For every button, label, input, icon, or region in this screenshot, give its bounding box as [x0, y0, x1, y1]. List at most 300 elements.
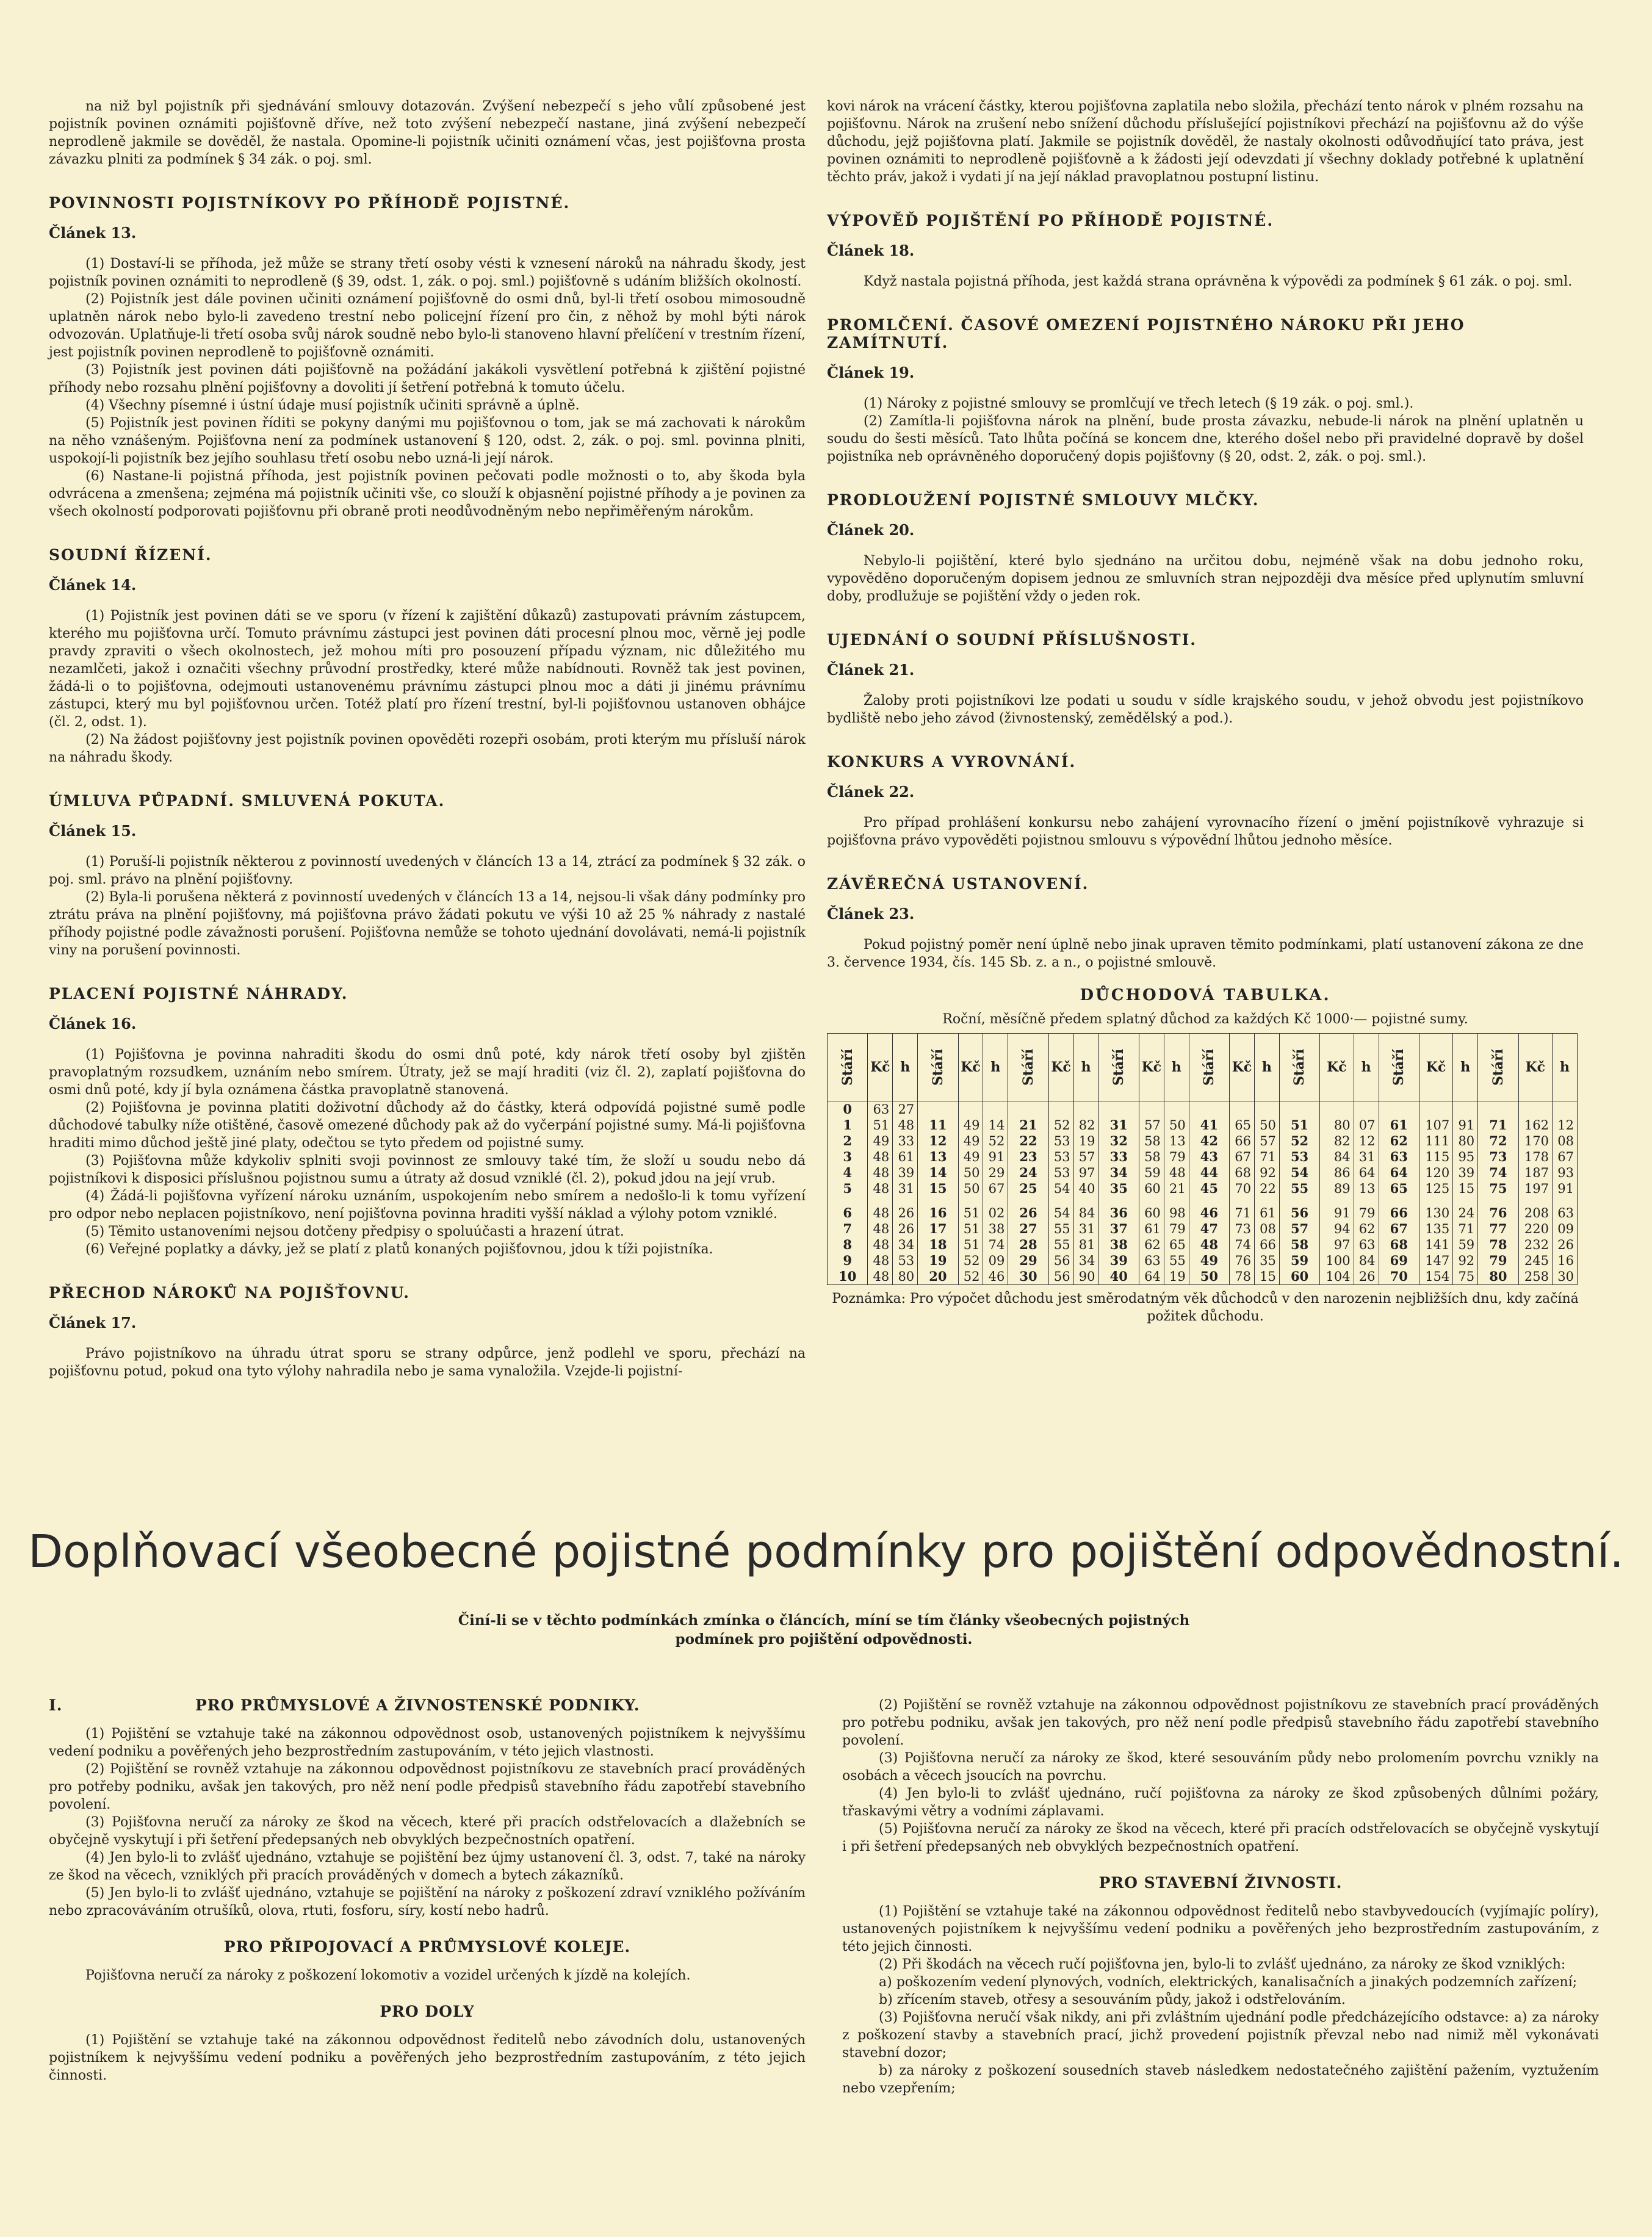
section-heading: POVINNOSTI POJISTNÍKOVY PO PŘÍHODĚ POJISTNÉ.: [49, 194, 571, 212]
table-cell: 23: [1008, 1149, 1048, 1165]
table-cell: 12: [1552, 1117, 1577, 1133]
table-cell: [1518, 1197, 1552, 1205]
table-header-cell: Stáří: [1379, 1034, 1419, 1101]
table-header-cell: Kč: [958, 1034, 983, 1101]
table-cell: 24: [1453, 1205, 1478, 1221]
table-cell: 27: [893, 1101, 918, 1118]
article-number: Článek 18.: [827, 242, 915, 259]
table-cell: 46: [983, 1269, 1008, 1285]
table-cell: 56: [1048, 1253, 1073, 1269]
table-cell: 72: [1478, 1133, 1518, 1149]
table-cell: 31: [1098, 1117, 1139, 1133]
table-cell: 9: [828, 1253, 868, 1269]
table-cell: 48: [868, 1221, 893, 1237]
table-cell: 74: [983, 1237, 1008, 1253]
table-cell: 30: [1552, 1269, 1577, 1285]
table-cell: 65: [1230, 1117, 1255, 1133]
table-cell: 71: [1230, 1205, 1255, 1221]
table-subtitle: Roční, měsíčně předem splatný důchod za každých Kč 1000·— pojistné sumy.: [942, 1012, 1468, 1027]
article-number: Článek 17.: [49, 1314, 137, 1331]
table-cell: 52: [983, 1133, 1008, 1149]
table-cell: 8: [828, 1237, 868, 1253]
table-cell: 14: [918, 1165, 958, 1181]
table-cell: 36: [1098, 1205, 1139, 1221]
table-cell: 67: [1230, 1149, 1255, 1165]
table-cell: [918, 1101, 958, 1118]
table-cell: 68: [1379, 1237, 1419, 1253]
paragraph: na niž byl pojistník při sjednávání smlouvy dotazován. Zvýšení nebezpečí s jeho vůlí způsobené jest pojistník povinen oznámiti pojišťovně dříve, než toto zvýšení nebezpečí nastane, jiná zvýšení nebezpečí neprodleně jakmile se dověděl, že nastala. Opomine-li pojistník učiniti oznámení včas, jest pojišťovna prosta závazku plniti za podmínek § 34 zák. o poj. sml.: [49, 99, 806, 167]
table-cell: 22: [1254, 1181, 1279, 1197]
table-cell: [1048, 1101, 1073, 1118]
table-cell: 58: [1139, 1149, 1164, 1165]
table-row: [828, 1269, 1578, 1285]
table-cell: 57: [1139, 1117, 1164, 1133]
table-cell: 55: [1048, 1221, 1073, 1237]
table-cell: 7: [828, 1221, 868, 1237]
table-cell: 97: [1073, 1165, 1098, 1181]
table-cell: [1189, 1101, 1229, 1118]
table-cell: 61: [1139, 1221, 1164, 1237]
table-cell: 69: [1379, 1253, 1419, 1269]
table-cell: 44: [1189, 1165, 1229, 1181]
table-cell: 258: [1518, 1269, 1552, 1285]
table-row: [828, 1133, 1578, 1149]
table-cell: 39: [1453, 1165, 1478, 1181]
table-cell: 84: [1320, 1149, 1354, 1165]
table-cell: [1073, 1101, 1098, 1118]
table-cell: 65: [1164, 1237, 1189, 1253]
table-cell: [1552, 1197, 1577, 1205]
table-cell: 42: [1189, 1133, 1229, 1149]
paragraph: (2) Pojišťovna je povinna platiti doživotní důchody až do částky, která odpovídá pojistné sumě podle důchodové tabulky níže otištěné, časově omezené důchody pak až do vyčerpání pojistné sumy. Má-li pojišťovna hraditi mimo důchod ještě jiné platy, odečtou se tyto předem od pojistné sumy.: [49, 1100, 806, 1151]
table-header-cell: Kč: [1320, 1034, 1354, 1101]
table-cell: 49: [958, 1117, 983, 1133]
table-cell: 1: [828, 1117, 868, 1133]
table-row: [828, 1117, 1578, 1133]
table-cell: [1354, 1101, 1379, 1118]
table-cell: 12: [918, 1133, 958, 1149]
table-cell: 70: [1230, 1181, 1255, 1197]
table-row: [828, 1181, 1578, 1197]
right-column: [827, 98, 1584, 1325]
paragraph: (1) Pojištění se vztahuje také na zákonnou odpovědnost osob, ustanovených pojistníkem k nejvyššímu vedení podniku a pověřených jeho bezprostředním zastupováním, v této jejich vlastnosti.: [49, 1726, 806, 1759]
table-cell: [1008, 1101, 1048, 1118]
table-cell: 48: [868, 1165, 893, 1181]
paragraph: (5) Těmito ustanoveními nejsou dotčeny předpisy o spoluúčasti a hrazení útrat.: [85, 1224, 624, 1239]
table-cell: 29: [983, 1165, 1008, 1181]
table-cell: 63: [1139, 1253, 1164, 1269]
section-heading: PRODLOUŽENÍ POJISTNÉ SMLOUVY MLČKY.: [827, 491, 1260, 509]
section-heading: PRO STAVEBNÍ ŽIVNOSTI.: [1098, 1874, 1343, 1892]
table-cell: 89: [1320, 1181, 1354, 1197]
table-title: DŮCHODOVÁ TABULKA.: [1080, 986, 1331, 1004]
table-cell: 78: [1230, 1269, 1255, 1285]
table-cell: 17: [918, 1221, 958, 1237]
table-cell: 40: [1098, 1269, 1139, 1285]
table-cell: 76: [1478, 1205, 1518, 1221]
table-cell: [1254, 1101, 1279, 1118]
table-cell: 53: [1048, 1165, 1073, 1181]
paragraph: (3) Pojistník jest povinen dáti pojišťovně na požádání jakákoli vysvětlení potřebná k zjištění pojistné příhody nebo rozsahu plnění pojišťovny a dovoliti jí šetření potřebná k tomuto účelu.: [49, 362, 806, 395]
table-cell: 16: [1552, 1253, 1577, 1269]
table-cell: 71: [1254, 1149, 1279, 1165]
table-cell: 11: [918, 1117, 958, 1133]
table-header-cell: Stáří: [1098, 1034, 1139, 1101]
table-cell: 30: [1008, 1269, 1048, 1285]
paragraph: (4) Všechny písemné i ústní údaje musí pojistník učiniti správně a úplně.: [85, 398, 580, 413]
paragraph: Nebylo-li pojištění, které bylo sjednáno na určitou dobu, nejméně však na dobu jednoho roku, vypověděno doporučeným dopisem jednou ze smluvních stran nejpozději dva měsíce před uplynutím smluvní doby, prodlužuje se pojištění vždy o jeden rok.: [827, 553, 1584, 604]
table-cell: 154: [1419, 1269, 1452, 1285]
section-number: I.: [49, 1696, 63, 1714]
table-cell: 74: [1230, 1237, 1255, 1253]
table-cell: 18: [918, 1237, 958, 1253]
table-cell: 10: [828, 1269, 868, 1285]
table-cell: 187: [1518, 1165, 1552, 1181]
table-cell: 48: [1164, 1165, 1189, 1181]
table-row: [828, 1197, 1578, 1205]
table-cell: 130: [1419, 1205, 1452, 1221]
table-cell: 74: [1478, 1165, 1518, 1181]
table-cell: 98: [1164, 1205, 1189, 1221]
table-cell: 208: [1518, 1205, 1552, 1221]
bottom-left-column: [49, 1678, 806, 2084]
table-header-cell: Kč: [1230, 1034, 1255, 1101]
section-heading: PRO PŘIPOJOVACÍ A PRŮMYSLOVÉ KOLEJE.: [223, 1938, 631, 1956]
table-cell: 48: [868, 1149, 893, 1165]
paragraph: (1) Pojistník jest povinen dáti se ve sporu (v řízení k zajištění důkazů) zastupovati právním zástupcem, kterého mu pojišťovna určí. Tomuto právnímu zástupci jest povinen dáti procesní plnou moc, věrně jej podle pravdy zpraviti o všech okolnostech, jež mohou míti pro posouzení případu význam, nic důležitého mu nezamlčeti, jakož i označiti všechny průvodní prostředky, které může nabídnouti. Rovněž tak jest povinen, žádá-li o to pojišťovna, odejmouti ustanovenému právnímu zástupci plnou moc a dáti ji jinému právnímu zástupci, který mu byl pojišťovnou určen. Totéž platí pro řízení trestní, byl-li pojišťovnou ustanoven obhájce (čl. 2, odst. 1).: [49, 608, 806, 730]
table-cell: 59: [1453, 1237, 1478, 1253]
table-cell: 71: [1478, 1117, 1518, 1133]
table-cell: 162: [1518, 1117, 1552, 1133]
table-cell: 67: [1552, 1149, 1577, 1165]
section-heading: VÝPOVĚĎ POJIŠTĚNÍ PO PŘÍHODĚ POJISTNÉ.: [827, 212, 1274, 229]
table-cell: 26: [893, 1221, 918, 1237]
table-cell: [1552, 1101, 1577, 1118]
table-cell: 111: [1419, 1133, 1452, 1149]
table-cell: 31: [1354, 1149, 1379, 1165]
table-cell: 60: [1139, 1181, 1164, 1197]
table-cell: 92: [1453, 1253, 1478, 1269]
table-cell: 64: [1379, 1165, 1419, 1181]
table-cell: 62: [1354, 1221, 1379, 1237]
table-note: Poznámka: Pro výpočet důchodu jest směrodatným věk důchodců v den narozenin nejbližších dnu, kdy začíná požitek důchodu.: [832, 1291, 1579, 1324]
table-cell: [1419, 1101, 1452, 1118]
table-cell: 31: [1073, 1221, 1098, 1237]
table-cell: 57: [1073, 1149, 1098, 1165]
paragraph: (1) Nároky z pojistné smlouvy se promlčují ve třech letech (§ 19 zák. o poj. sml.).: [864, 396, 1414, 411]
table-cell: 07: [1354, 1117, 1379, 1133]
table-header-cell: Stáří: [1279, 1034, 1319, 1101]
paragraph: (4) Jen bylo-li to zvlášť ujednáno, vztahuje se pojištění bez újmy ustanovení čl. 3, odst. 7, také na nároky ze škod na věcech, vzniklých při pracích prováděných v domech a bytech zákazníků.: [49, 1850, 806, 1883]
table-cell: 51: [868, 1117, 893, 1133]
table-cell: 51: [958, 1237, 983, 1253]
table-cell: 147: [1419, 1253, 1452, 1269]
table-header-cell: Kč: [1139, 1034, 1164, 1101]
table-cell: 245: [1518, 1253, 1552, 1269]
table-cell: 15: [918, 1181, 958, 1197]
paragraph: (1) Poruší-li pojistník některou z povinností uvedených v článcích 13 a 14, ztrácí za podmínek § 32 zák. o poj. sml. právo na plnění pojišťovny.: [49, 854, 806, 887]
paragraph: (2) Pojištění se rovněž vztahuje na zákonnou odpovědnost pojistníkovu ze stavebních prací prováděných pro potřeby podniku, avšak jen takových, pro něž není podle předpisů stavebního řádu zapotřebí stavebního povolení.: [49, 1762, 806, 1812]
table-cell: 79: [1478, 1253, 1518, 1269]
paragraph: (2) Byla-li porušena některá z povinností uvedených v článcích 13 a 14, nejsou-li však dány podmínky pro ztrátu práva na plnění pojišťovny, má pojišťovna právo žádati pokutu ve výši 10 až 25 % náhrady z nastalé příhody pojistné podle závažnosti porušení. Pojišťovna nemůže se tohoto ujednání dovolávati, nemá-li pojistník viny na porušení povinnosti.: [49, 890, 806, 958]
table-cell: 65: [1379, 1181, 1419, 1197]
table-cell: 178: [1518, 1149, 1552, 1165]
table-cell: 4: [828, 1165, 868, 1181]
table-cell: 41: [1189, 1117, 1229, 1133]
table-cell: 68: [1230, 1165, 1255, 1181]
table-header-cell: h: [1354, 1034, 1379, 1101]
article-number: Článek 19.: [827, 364, 915, 381]
table-cell: 49: [958, 1149, 983, 1165]
table-cell: 48: [868, 1269, 893, 1285]
paragraph: (3) Pojišťovna může kdykoliv splniti svoji povinnost ze smlouvy také tím, že složí u soudu nebo dá pojistníkovi k disposici příslušnou pojistnou sumu a útraty až dosud vzniklé (čl. 2), pokud jdou na její vrub.: [49, 1153, 806, 1186]
table-cell: 15: [1453, 1181, 1478, 1197]
section-heading: UJEDNÁNÍ O SOUDNÍ PŘÍSLUŠNOSTI.: [827, 631, 1197, 649]
table-cell: 35: [1254, 1253, 1279, 1269]
table-cell: 48: [868, 1237, 893, 1253]
paragraph: (2) Pojistník jest dále povinen učiniti oznámení pojišťovně do osmi dnů, byl-li třetí osobou mimosoudně uplatněn nárok nebo bylo-li zavedeno trestní nebo policejní řízení pro čin, z něhož by mohl býti nárok odvozován. Uplatňuje-li třetí osoba svůj nárok soudně nebo bylo-li stanoveno hlavní přelíčení v trestním řízení, jest pojistník povinen neprodleně to pojišťovně oznámiti.: [49, 292, 806, 360]
article-number: Článek 14.: [49, 576, 137, 594]
table-cell: 77: [1478, 1221, 1518, 1237]
table-cell: 16: [918, 1205, 958, 1221]
table-cell: 48: [868, 1253, 893, 1269]
table-cell: 95: [1453, 1149, 1478, 1165]
table-cell: 48: [893, 1117, 918, 1133]
table-cell: 97: [1320, 1237, 1354, 1253]
table-cell: 60: [1139, 1205, 1164, 1221]
table-cell: 84: [1354, 1253, 1379, 1269]
paragraph: (5) Jen bylo-li to zvlášť ujednáno, vztahuje se pojištění na nároky z poškození zdraví vzniklého požíváním nebo zpracováváním otrušíků, olova, rtuti, fosforu, síry, kostí nebo hadrů.: [49, 1886, 806, 1918]
table-cell: [958, 1101, 983, 1118]
table-cell: 61: [1379, 1117, 1419, 1133]
table-cell: [1379, 1101, 1419, 1118]
table-row: [828, 1101, 1578, 1118]
table-cell: 19: [918, 1253, 958, 1269]
table-cell: 91: [983, 1149, 1008, 1165]
table-row: [828, 1253, 1578, 1269]
table-cell: 64: [1354, 1165, 1379, 1181]
table-cell: [983, 1101, 1008, 1118]
table-cell: 82: [1320, 1133, 1354, 1149]
table-cell: 66: [1254, 1237, 1279, 1253]
table-cell: 51: [958, 1205, 983, 1221]
table-cell: 40: [1073, 1181, 1098, 1197]
table-cell: 78: [1478, 1237, 1518, 1253]
table-cell: 31: [893, 1181, 918, 1197]
table-cell: 67: [983, 1181, 1008, 1197]
table-cell: 54: [1048, 1181, 1073, 1197]
annuity-table: [827, 1033, 1578, 1285]
table-cell: 50: [1164, 1117, 1189, 1133]
table-header-cell: Stáří: [918, 1034, 958, 1101]
table-cell: 39: [1098, 1253, 1139, 1269]
table-header-cell: h: [1164, 1034, 1189, 1101]
table-cell: 32: [1098, 1133, 1139, 1149]
table-cell: 09: [1552, 1221, 1577, 1237]
paragraph: (1) Pojištění se vztahuje také na zákonnou odpovědnost ředitelů nebo stavbyvedoucích (vyjímajíc políry), ustanovených pojistníkem k nejvyššímu vedení podniku a pověřených jeho bezprostředním zastupováním, z této jejich činnosti.: [842, 1904, 1599, 1954]
table-cell: 29: [1008, 1253, 1048, 1269]
table-header-cell: Stáří: [1008, 1034, 1048, 1101]
table-cell: 35: [1098, 1181, 1139, 1197]
table-cell: 55: [1048, 1237, 1073, 1253]
table-header-cell: h: [1073, 1034, 1098, 1101]
table-header-cell: h: [893, 1034, 918, 1101]
table-cell: 34: [1073, 1253, 1098, 1269]
table-cell: [1098, 1101, 1139, 1118]
table-cell: 43: [1189, 1149, 1229, 1165]
table-cell: 76: [1230, 1253, 1255, 1269]
paragraph: (6) Veřejné poplatky a dávky, jež se platí z platů konaných pojišťovnou, jdou k tíži pojistníka.: [85, 1242, 713, 1257]
table-cell: 59: [1279, 1253, 1319, 1269]
table-cell: 62: [1139, 1237, 1164, 1253]
table-cell: 33: [1098, 1149, 1139, 1165]
table-cell: 15: [1254, 1269, 1279, 1285]
table-cell: 13: [918, 1149, 958, 1165]
table-cell: 09: [983, 1253, 1008, 1269]
table-cell: 33: [893, 1133, 918, 1149]
table-cell: 56: [1048, 1269, 1073, 1285]
table-cell: 232: [1518, 1237, 1552, 1253]
table-cell: 104: [1320, 1269, 1354, 1285]
table-cell: 53: [1279, 1149, 1319, 1165]
table-cell: [1453, 1101, 1478, 1118]
paragraph: kovi nárok na vrácení částky, kterou pojišťovna zaplatila nebo složila, přechází tento nárok v plném rozsahu na pojišťovnu. Nárok na zrušení nebo snížení důchodu příslušející pojistníkovi přechází na pojišťovnu až do výše důchodu, jejž pojišťovna platí. Jakmile se pojistník dověděl, že nastaly okolnosti odůvodňující tato práva, jest povinen oznámiti to neprodleně pojišťovně a k žádosti její odevzdati jí všechny doklady potřebné k uplatnění těchto práv, jakož i vydati jí na její náklad pravoplatnou postupní listinu.: [827, 99, 1584, 185]
table-cell: 63: [868, 1101, 893, 1118]
table-cell: 170: [1518, 1133, 1552, 1149]
annuity-table-section: [827, 986, 1584, 1325]
table-cell: 80: [1453, 1133, 1478, 1149]
table-cell: 21: [1008, 1117, 1048, 1133]
table-cell: 61: [893, 1149, 918, 1165]
table-cell: 08: [1552, 1133, 1577, 1149]
table-cell: 57: [1279, 1221, 1319, 1237]
table-cell: 100: [1320, 1253, 1354, 1269]
table-cell: 79: [1164, 1221, 1189, 1237]
table-cell: 70: [1379, 1269, 1419, 1285]
table-cell: 26: [1552, 1237, 1577, 1253]
table-row: [828, 1221, 1578, 1237]
paragraph: (4) Žádá-li pojišťovna vyřízení nároku uznáním, uspokojením nebo smírem a nedošlo-li k tomu vyřízení pro odpor nebo neplacen pojistníkovo, není pojišťovna povinna hraditi vyšší náklad a výlohy potom vzniklé.: [49, 1189, 806, 1222]
table-cell: [1230, 1101, 1255, 1118]
article-number: Článek 23.: [827, 905, 915, 923]
table-header-cell: Stáří: [828, 1034, 868, 1101]
table-header-cell: h: [1254, 1034, 1279, 1101]
table-cell: 49: [958, 1133, 983, 1149]
table-cell: 73: [1230, 1221, 1255, 1237]
table-cell: 52: [1279, 1133, 1319, 1149]
table-cell: 52: [958, 1269, 983, 1285]
table-header-cell: Kč: [1419, 1034, 1452, 1101]
table-cell: 56: [1279, 1205, 1319, 1221]
table-cell: 0: [828, 1101, 868, 1118]
table-cell: 22: [1008, 1133, 1048, 1149]
table-cell: 46: [1189, 1205, 1229, 1221]
table-header-cell: h: [983, 1034, 1008, 1101]
table-cell: 55: [1164, 1253, 1189, 1269]
table-cell: [1320, 1101, 1354, 1118]
paragraph: Pro případ prohlášení konkursu nebo zahájení vyrovnacího řízení o jmění pojistníkově vyhrazuje si pojišťovna právo vypověděti pojistnou smlouvu s výpovědní lhůtou jednoho měsíce.: [827, 815, 1584, 848]
section-heading: KONKURS A VYROVNÁNÍ.: [827, 753, 1077, 771]
table-cell: 50: [958, 1165, 983, 1181]
table-cell: 24: [1008, 1165, 1048, 1181]
table-cell: 14: [983, 1117, 1008, 1133]
table-cell: 52: [1048, 1117, 1073, 1133]
table-cell: 80: [1320, 1117, 1354, 1133]
table-cell: 107: [1419, 1117, 1452, 1133]
article-number: Článek 21.: [827, 661, 915, 679]
section-heading: PLACENÍ POJISTNÉ NÁHRADY.: [49, 985, 348, 1003]
table-header-cell: h: [1453, 1034, 1478, 1101]
table-cell: 86: [1320, 1165, 1354, 1181]
article-number: Článek 15.: [49, 822, 137, 840]
table-cell: 71: [1453, 1221, 1478, 1237]
table-cell: 53: [1048, 1149, 1073, 1165]
table-cell: 91: [1453, 1117, 1478, 1133]
table-cell: 34: [893, 1237, 918, 1253]
left-column: [49, 98, 806, 1380]
paragraph: (5) Pojistník jest povinen říditi se pokyny danými mu pojišťovnou o tom, jak se má zachovati k nárokům na něho vznášeným. Pojišťovna není za podmínek ustanovení § 120, odst. 2, zák. o poj. sml. povinna plniti, uspokojí-li pojistník bez jejího souhlasu třetí osobu nebo uzná-li její nárok.: [49, 416, 806, 466]
table-cell: 197: [1518, 1181, 1552, 1197]
paragraph: Když nastala pojistná příhoda, jest každá strana oprávněna k výpovědi za podmínek § 61 zák. o poj. sml.: [864, 274, 1573, 289]
table-cell: 08: [1254, 1221, 1279, 1237]
table-cell: 66: [1379, 1205, 1419, 1221]
table-cell: 75: [1478, 1181, 1518, 1197]
table-cell: 54: [1279, 1165, 1319, 1181]
paragraph: Žaloby proti pojistníkovi lze podati u soudu v sídle krajského soudu, v jehož obvodu jest pojistníkovo bydliště nebo jeho závod (živnostenský, zemědělský a pod.).: [827, 693, 1584, 726]
table-cell: 12: [1354, 1133, 1379, 1149]
paragraph: Pokud pojistný poměr není úplně nebo jinak upraven těmito podmínkami, platí ustanovení zákona ze dne 3. července 1934, čís. 145 Sb. z. a n., o pojistné smlouvě.: [827, 937, 1584, 970]
table-row: [828, 1165, 1578, 1181]
table-cell: 135: [1419, 1221, 1452, 1237]
article-number: Článek 20.: [827, 521, 915, 539]
table-header-cell: Stáří: [1189, 1034, 1229, 1101]
table-cell: 73: [1478, 1149, 1518, 1165]
section-heading: PRO DOLY: [380, 2003, 475, 2020]
paragraph: (2) Na žádost pojišťovny jest pojistník povinen opověděti rozepři osobám, proti kterým mu přísluší nárok na náhradu škody.: [49, 732, 806, 765]
table-cell: 80: [1478, 1269, 1518, 1285]
section-heading: ZÁVĚREČNÁ USTANOVENÍ.: [827, 875, 1089, 893]
paragraph: (2) Zamítla-li pojišťovna nárok na plnění, bude prosta závazku, nebude-li nárok na plnění uplatněn u soudu do šesti měsíců. Tato lhůta počíná se koncem dne, kterého došel nebo při pravidelné dopravě by došel pojistníka neb oprávněného doporučený dopis pojišťovny (§ 20, odst. 2, zák. o poj. sml.).: [827, 414, 1584, 464]
table-cell: 61: [1254, 1205, 1279, 1221]
table-header-cell: h: [1552, 1034, 1577, 1101]
paragraph: b) zřícením staveb, otřesy a sesouváním půdy, jakož i odstřelováním.: [879, 1992, 1346, 2008]
table-cell: 02: [983, 1205, 1008, 1221]
table-cell: 62: [1379, 1133, 1419, 1149]
table-cell: 75: [1453, 1269, 1478, 1285]
table-cell: 26: [1354, 1269, 1379, 1285]
table-header-cell: Kč: [1518, 1034, 1552, 1101]
table-cell: 48: [868, 1205, 893, 1221]
paragraph: a) poškozením vedení plynových, vodních, elektrických, kanalisačních a jinakých podzemních zařízení;: [879, 1975, 1578, 1990]
table-cell: 91: [1320, 1205, 1354, 1221]
table-cell: 38: [983, 1221, 1008, 1237]
table-cell: 64: [1139, 1269, 1164, 1285]
table-cell: 49: [1189, 1253, 1229, 1269]
table-cell: 55: [1279, 1181, 1319, 1197]
paragraph: b) za nároky z poškození sousedních staveb následkem nedostatečného zajištění pažením, vyztužením nebo vzepřením;: [842, 2063, 1599, 2096]
table-cell: 81: [1073, 1237, 1098, 1253]
paragraph: (3) Pojišťovna neručí za nároky ze škod, které sesouváním půdy nebo prolomením povrchu vznikly na osobách a věcech jsoucích na povrchu.: [842, 1751, 1599, 1784]
article-number: Článek 22.: [827, 783, 915, 801]
table-cell: 57: [1254, 1133, 1279, 1149]
table-cell: 82: [1073, 1117, 1098, 1133]
table-cell: 48: [1189, 1237, 1229, 1253]
table-cell: 37: [1098, 1221, 1139, 1237]
table-cell: 79: [1164, 1149, 1189, 1165]
table-cell: [1139, 1101, 1164, 1118]
table-cell: 94: [1320, 1221, 1354, 1237]
table-cell: 53: [893, 1253, 918, 1269]
